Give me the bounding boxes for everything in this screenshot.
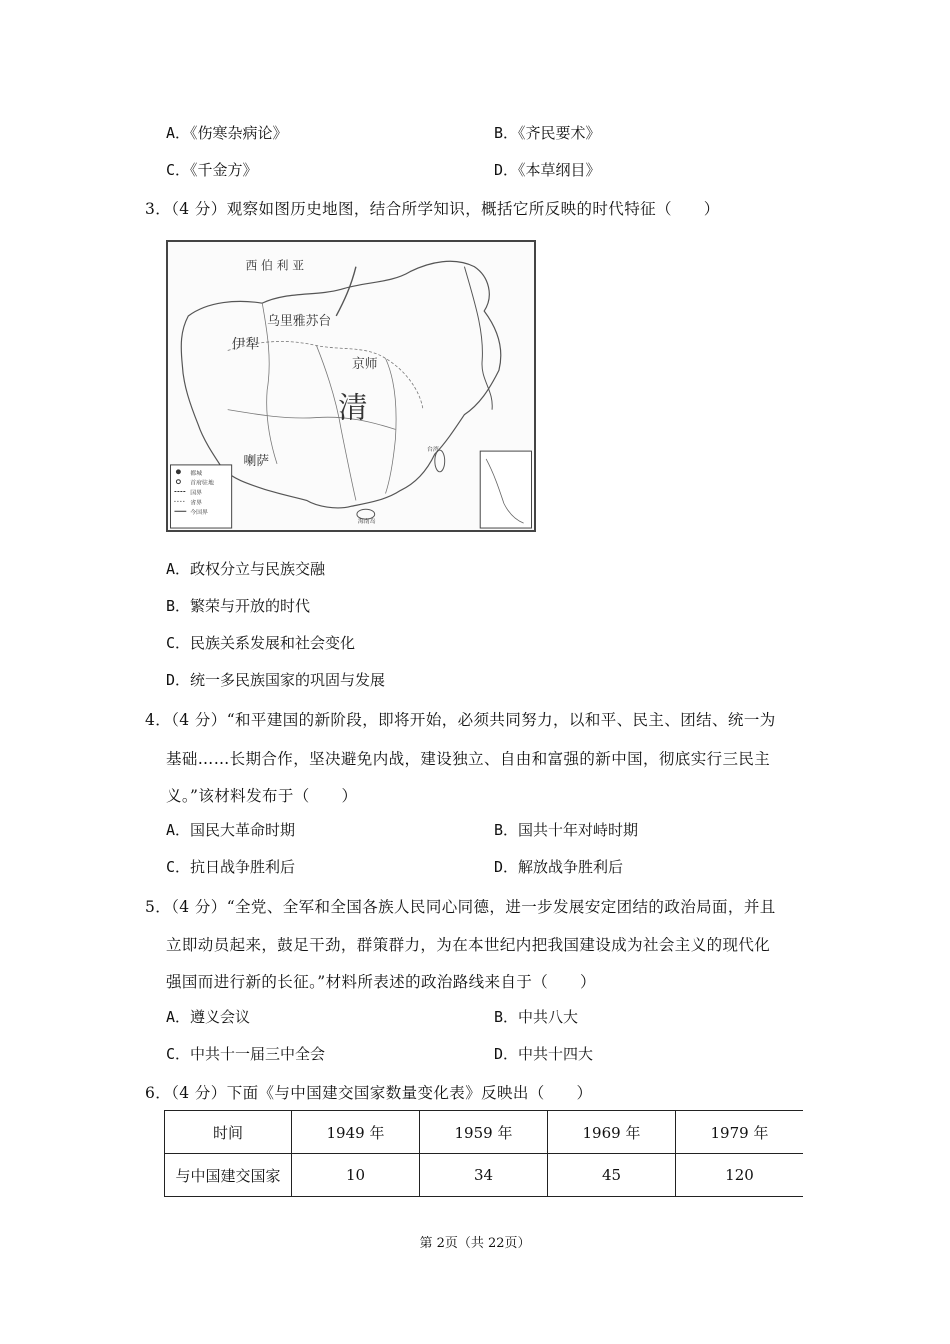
table-row (165, 1154, 804, 1197)
q4-option-d: D．解放战争胜利后 (494, 858, 624, 876)
legend-region-label: 今国界 (190, 510, 208, 517)
q5-stem-line2: 立即动员起来，鼓足干劲，群策群力，为在本世纪内把我国建设成为社会主义的现代化 (166, 936, 771, 954)
diplomatic-relations-table (164, 1110, 803, 1197)
legend-province-label: 省界 (190, 500, 203, 507)
map-label-hainan: 海南岛 (357, 519, 376, 526)
table-cell: 与中国建交国家 (165, 1154, 292, 1197)
q5-option-b: B．中共八大 (494, 1008, 579, 1026)
table-header-cell: 1979 年 (676, 1111, 804, 1154)
map-label-yili: 伊犁 (231, 336, 260, 353)
q2-option-d: D．《本草纲目》 (494, 161, 601, 179)
map-label-taiwan: 台湾 (426, 447, 439, 454)
q3-option-c: C．民族关系发展和社会变化 (166, 634, 356, 652)
table-header-cell: 1959 年 (420, 1111, 548, 1154)
map-drawing (168, 242, 534, 530)
q3-stem: 3．（4 分）观察如图历史地图，结合所学知识，概括它所反映的时代特征（ ） (145, 200, 720, 218)
q5-option-c: C．中共十一届三中全会 (166, 1045, 326, 1063)
q4-stem-line3: 义。”该材料发布于（ ） (166, 787, 358, 805)
q4-option-c: C．抗日战争胜利后 (166, 858, 296, 876)
table-header-cell: 1949 年 (292, 1111, 420, 1154)
q4-stem-line2: 基础……长期合作，坚决避免内战，建设独立、自由和富强的新中国，彻底实行三民主 (166, 750, 771, 768)
q3-option-d: D．统一多民族国家的巩固与发展 (166, 671, 386, 689)
q2-option-a: A．《伤寒杂病论》 (166, 124, 288, 142)
table-cell: 34 (420, 1154, 548, 1197)
q4-option-a: A．国民大革命时期 (166, 821, 296, 839)
map-label-wuliyasutai: 乌里雅苏台 (267, 313, 332, 329)
table-header-cell: 时间 (165, 1111, 292, 1154)
q5-stem-line3: 强国而进行新的长征。”材料所表述的政治路线来自于（ ） (166, 973, 596, 991)
page-footer: 第 2页（共 22页） (419, 1236, 531, 1251)
map-label-lasa: 喇萨 (243, 453, 270, 469)
table-cell: 45 (548, 1154, 676, 1197)
q4-option-b: B．国共十年对峙时期 (494, 821, 639, 839)
table-header-cell: 1969 年 (548, 1111, 676, 1154)
table-cell: 10 (292, 1154, 420, 1197)
legend-admin-label: 首府驻地 (190, 480, 214, 487)
table-header-row (165, 1111, 804, 1154)
qing-dynasty-map (166, 240, 536, 532)
legend-border-label: 国界 (190, 490, 203, 497)
q2-option-c: C．《千金方》 (166, 161, 258, 179)
q4-stem-line1: 4．（4 分）“和平建国的新阶段，即将开始，必须共同努力，以和平、民主、团结、统一为 (145, 711, 776, 729)
map-label-qing: 清 (338, 390, 368, 425)
q5-option-d: D．中共十四大 (494, 1045, 594, 1063)
q6-stem: 6．（4 分）下面《与中国建交国家数量变化表》反映出（ ） (145, 1084, 593, 1102)
q3-option-a: A．政权分立与民族交融 (166, 560, 326, 578)
q2-option-b: B．《齐民要术》 (494, 124, 601, 142)
table-cell: 120 (676, 1154, 804, 1197)
q3-option-b: B．繁荣与开放的时代 (166, 597, 311, 615)
map-label-siberia: 西 伯 利 亚 (245, 258, 305, 273)
q5-stem-line1: 5．（4 分）“全党、全军和全国各族人民同心同德，进一步发展安定团结的政治局面，并且 (145, 898, 776, 916)
q5-option-a: A．遵义会议 (166, 1008, 251, 1026)
map-label-jingshi: 京师 (351, 357, 378, 373)
legend-capital-label: 都城 (190, 470, 203, 477)
